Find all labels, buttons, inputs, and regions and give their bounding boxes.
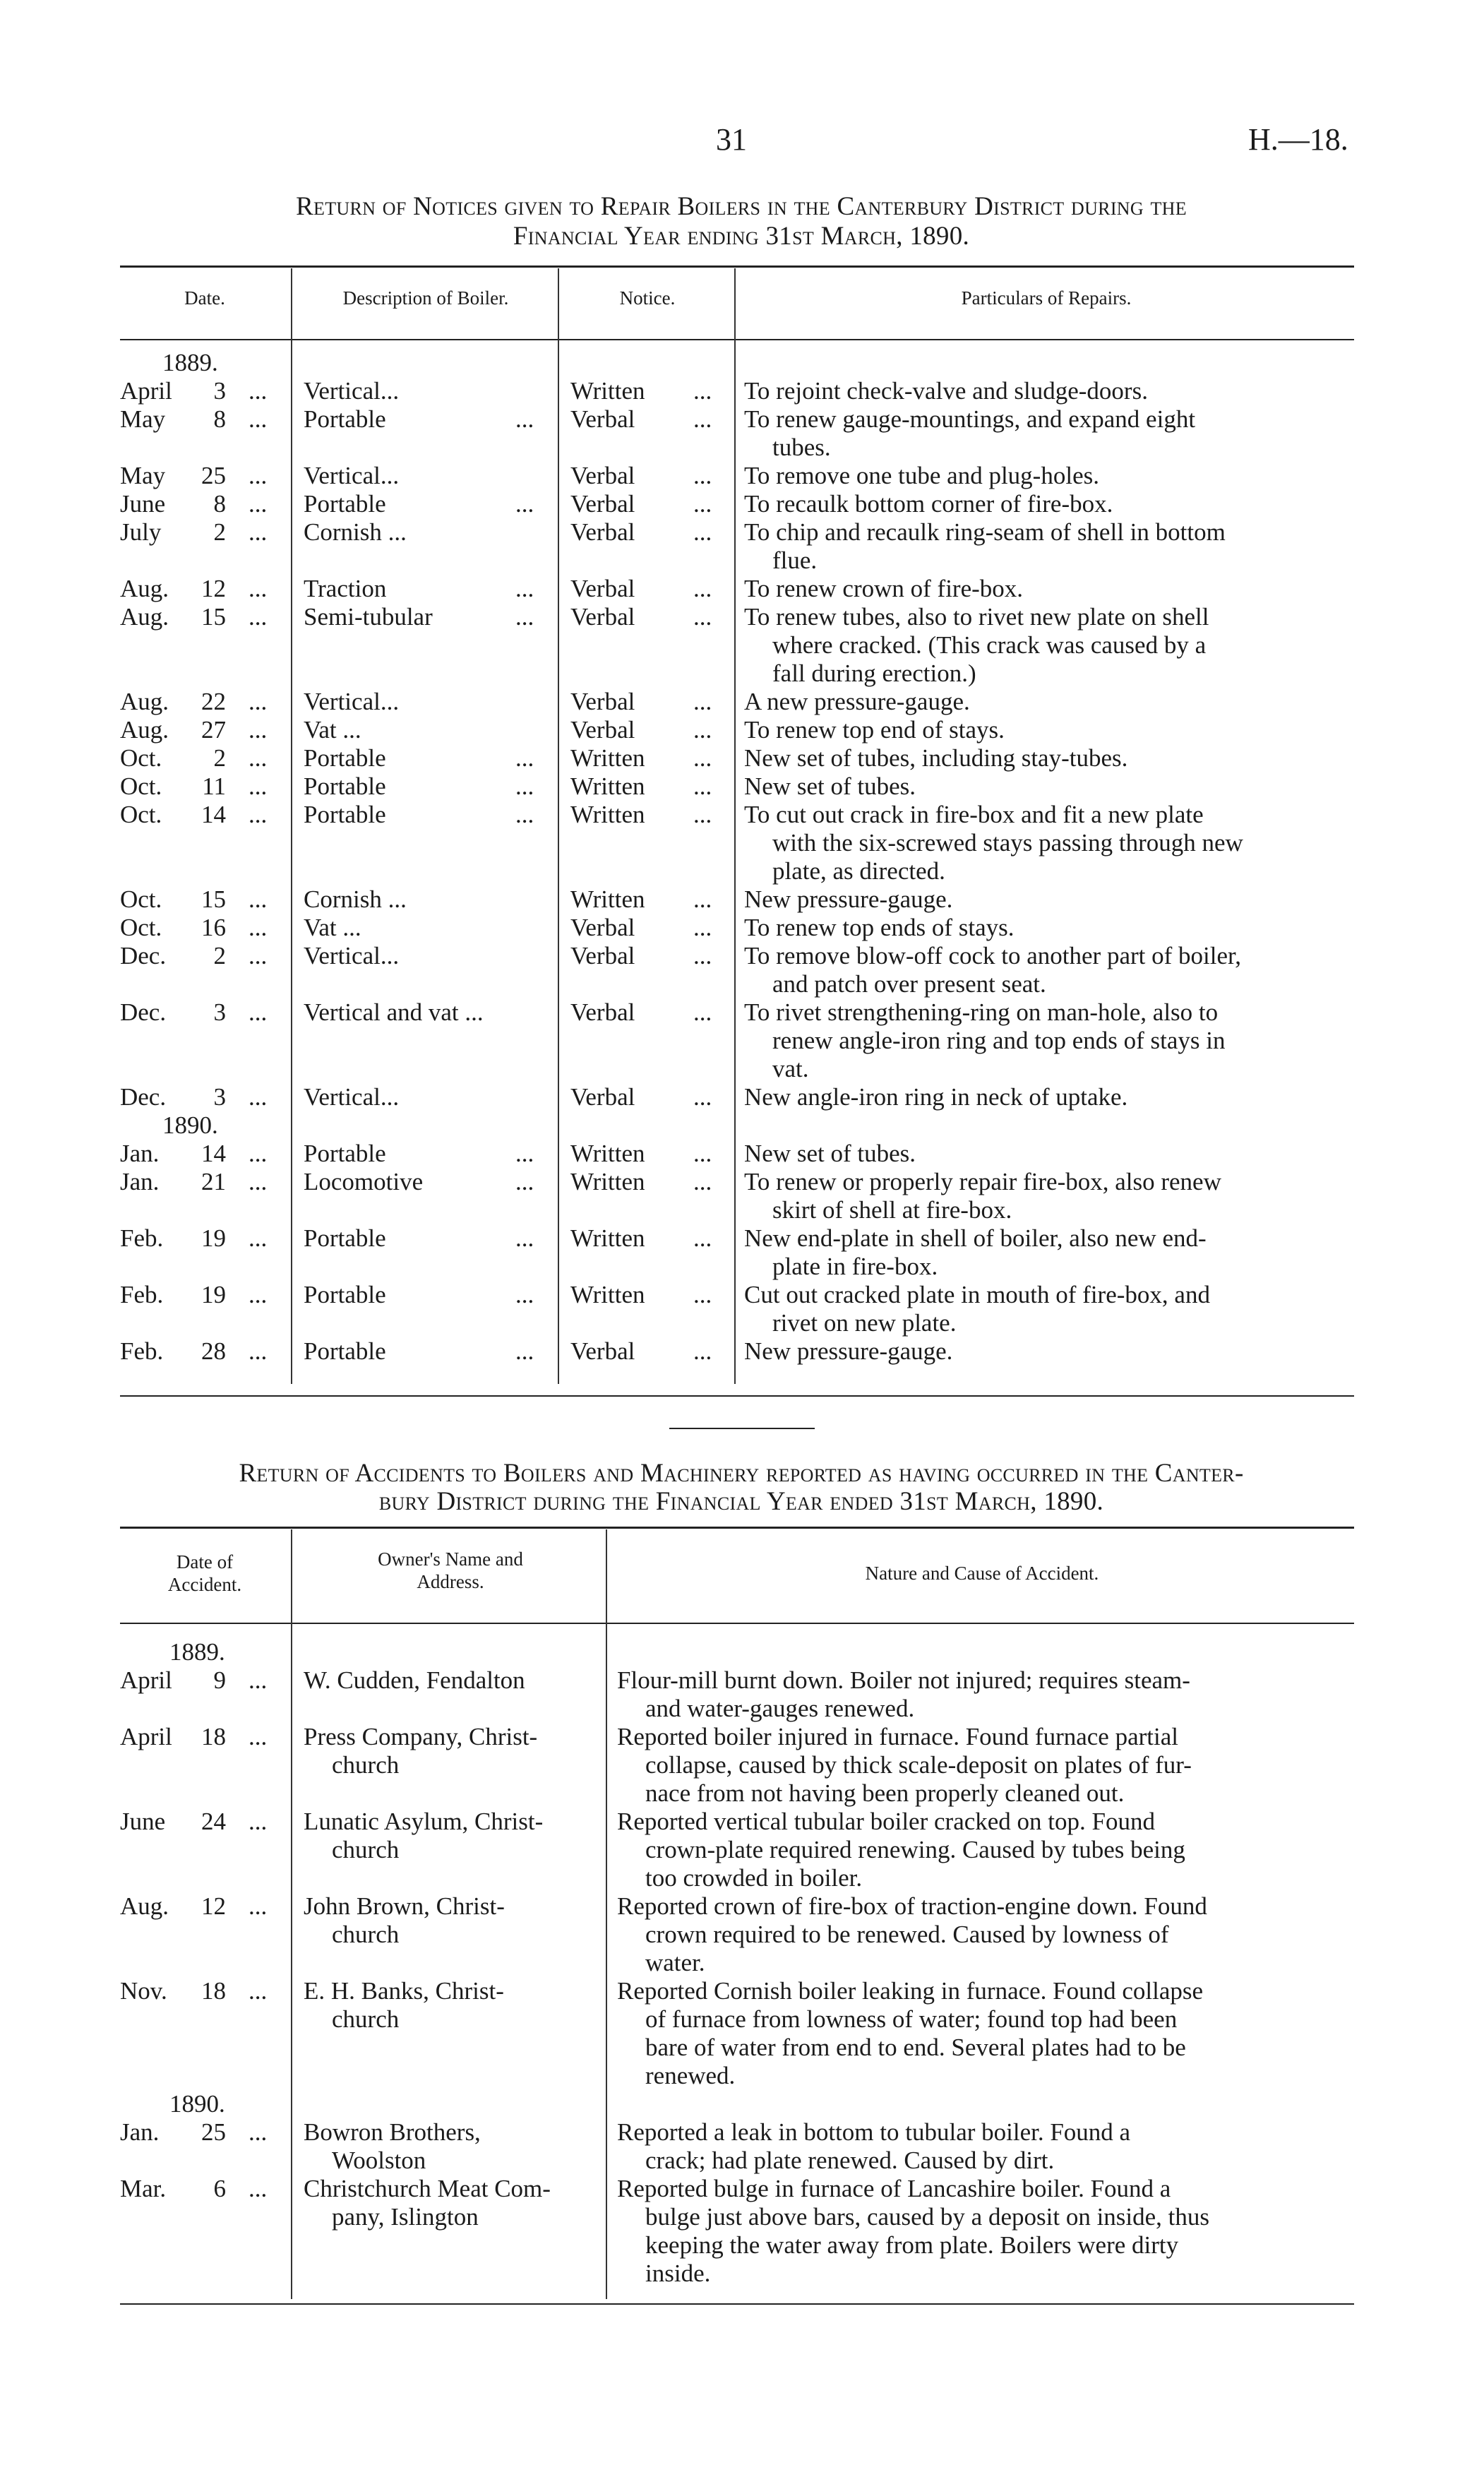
notices-row-description: Vertical... xyxy=(304,688,400,715)
notices-row-day: 15 xyxy=(201,885,226,913)
notices-row-description: Portable xyxy=(304,490,386,518)
notices-row-day: 3 xyxy=(213,1083,226,1111)
notices-row-month: Aug. xyxy=(120,575,169,602)
notices-row-day: 3 xyxy=(213,377,226,405)
notices-leader-dots: ... xyxy=(249,1337,268,1365)
notices-row-notice: Verbal xyxy=(570,716,635,744)
notices-row-particulars-line: with the six-screwed stays passing through new xyxy=(772,829,1243,856)
notices-row-particulars-line: To remove one tube and plug-holes. xyxy=(744,462,1099,489)
notices-leader-dots: ... xyxy=(249,772,268,800)
accidents-row-nature-line: renewed. xyxy=(645,2062,736,2089)
notices-leader-dots: ... xyxy=(249,518,268,546)
accidents-row-owner-line: church xyxy=(332,1751,400,1779)
accidents-header-date-1: Date of xyxy=(176,1551,234,1572)
notices-leader-dots: ... xyxy=(515,405,534,433)
notices-row-particulars-line: To remove blow-off cock to another part of boiler, xyxy=(744,942,1242,969)
notices-row-description: Semi-tubular xyxy=(304,603,433,631)
notices-leader-dots: ... xyxy=(693,462,712,489)
notices-leader-dots: ... xyxy=(693,744,712,772)
notices-row-month: Oct. xyxy=(120,801,162,828)
notices-row-description: Vertical... xyxy=(304,1083,400,1111)
accidents-leader-dots: ... xyxy=(249,2118,268,2146)
accidents-row-nature-line: bulge just above bars, caused by a deposit on inside, thus xyxy=(645,2203,1210,2231)
notices-leader-dots: ... xyxy=(249,1083,268,1111)
notices-leader-dots: ... xyxy=(693,1140,712,1167)
accidents-row-nature-line: water. xyxy=(645,1949,705,1976)
notices-row-particulars-line: New set of tubes. xyxy=(744,1140,916,1167)
accidents-row-day: 6 xyxy=(213,2175,226,2202)
notices-row-particulars-line: Cut out cracked plate in mouth of fire-box, and xyxy=(744,1281,1210,1308)
notices-row-notice: Written xyxy=(570,885,645,913)
accidents-header-nature: Nature and Cause of Accident. xyxy=(865,1563,1099,1584)
accidents-row-day: 18 xyxy=(201,1723,226,1750)
notices-row-notice: Verbal xyxy=(570,518,635,546)
notices-row-month: Oct. xyxy=(120,885,162,913)
notices-row-particulars-line: A new pressure-gauge. xyxy=(744,688,970,715)
notices-leader-dots: ... xyxy=(515,772,534,800)
notices-year-label: 1889. xyxy=(162,349,218,376)
notices-leader-dots: ... xyxy=(249,998,268,1026)
section-separator xyxy=(669,1428,815,1429)
notices-row-day: 3 xyxy=(213,998,226,1026)
notices-leader-dots: ... xyxy=(249,575,268,602)
accidents-bottom-rule xyxy=(120,2303,1354,2305)
notices-leader-dots: ... xyxy=(249,1140,268,1167)
accidents-row-nature-line: bare of water from end to end. Several plates had to be xyxy=(645,2034,1186,2061)
notices-row-notice: Verbal xyxy=(570,914,635,941)
notices-header-description: Description of Boiler. xyxy=(342,287,509,309)
accidents-row-owner-line: Christchurch Meat Com- xyxy=(304,2175,551,2202)
notices-leader-dots: ... xyxy=(249,1168,268,1195)
accidents-row-owner-line: Press Company, Christ- xyxy=(304,1723,538,1750)
notices-row-notice: Verbal xyxy=(570,405,635,433)
notices-row-particulars-line: To renew or properly repair fire-box, also renew xyxy=(744,1168,1221,1195)
notices-leader-dots: ... xyxy=(515,575,534,602)
accidents-row-nature-line: too crowded in boiler. xyxy=(645,1864,863,1892)
notices-leader-dots: ... xyxy=(249,885,268,913)
notices-row-notice: Verbal xyxy=(570,603,635,631)
accidents-row-nature-line: crack; had plate renewed. Caused by dirt. xyxy=(645,2147,1055,2174)
notices-row-description: Portable xyxy=(304,1337,386,1365)
accidents-header-owner-2: Address. xyxy=(417,1571,484,1592)
notices-row-day: 14 xyxy=(201,1140,226,1167)
accidents-row-owner-line: church xyxy=(332,1836,400,1863)
notices-row-notice: Verbal xyxy=(570,1083,635,1111)
notices-leader-dots: ... xyxy=(249,1224,268,1252)
document-reference: H.—18. xyxy=(1248,122,1348,157)
accidents-col-divider-2 xyxy=(606,1529,607,2299)
notices-row-particulars-line: To recaulk bottom corner of fire-box. xyxy=(744,490,1113,518)
accidents-row-nature-line: inside. xyxy=(645,2260,711,2287)
accidents-row-month: Nov. xyxy=(120,1977,167,2005)
accidents-row-month: April xyxy=(120,1666,172,1694)
notices-row-month: Aug. xyxy=(120,716,169,744)
notices-row-month: Jan. xyxy=(120,1168,160,1195)
accidents-row-nature-line: Reported Cornish boiler leaking in furnace. Found collapse xyxy=(617,1977,1204,2005)
notices-leader-dots: ... xyxy=(249,801,268,828)
notices-row-day: 8 xyxy=(213,490,226,518)
notices-title-line1: Return of Notices given to Repair Boilers in the Canterbury District during the xyxy=(296,192,1187,221)
notices-leader-dots: ... xyxy=(693,801,712,828)
notices-row-month: Oct. xyxy=(120,914,162,941)
accidents-row-month: Mar. xyxy=(120,2175,167,2202)
accidents-leader-dots: ... xyxy=(249,1666,268,1694)
notices-row-particulars-line: To rejoint check-valve and sludge-doors. xyxy=(744,377,1148,405)
accidents-row-nature-line: crown-plate required renewing. Caused by tubes being xyxy=(645,1836,1185,1863)
notices-row-particulars-line: where cracked. (This crack was caused by a xyxy=(772,631,1207,659)
notices-row-month: April xyxy=(120,377,172,405)
accidents-row-owner-line: church xyxy=(332,1921,400,1948)
notices-row-day: 16 xyxy=(201,914,226,941)
notices-row-day: 28 xyxy=(201,1337,226,1365)
notices-row-description: Portable xyxy=(304,1140,386,1167)
notices-leader-dots: ... xyxy=(693,1224,712,1252)
notices-row-particulars-line: plate, as directed. xyxy=(772,857,945,885)
notices-row-particulars-line: fall during erection.) xyxy=(772,659,976,687)
accidents-row-month: April xyxy=(120,1723,172,1750)
notices-row-day: 8 xyxy=(213,405,226,433)
notices-row-particulars-line: skirt of shell at fire-box. xyxy=(772,1196,1012,1224)
notices-row-particulars-line: vat. xyxy=(772,1055,809,1082)
notices-row-notice: Verbal xyxy=(570,1337,635,1365)
accidents-row-nature-line: Reported vertical tubular boiler cracked on top. Found xyxy=(617,1808,1155,1835)
notices-row-particulars-line: plate in fire-box. xyxy=(772,1253,938,1280)
notices-row-particulars-line: flue. xyxy=(772,547,818,574)
notices-row-day: 25 xyxy=(201,462,226,489)
notices-leader-dots: ... xyxy=(249,914,268,941)
notices-row-description: Vat ... xyxy=(304,914,361,941)
accidents-row-owner-line: E. H. Banks, Christ- xyxy=(304,1977,504,2005)
accidents-col-divider-1 xyxy=(291,1529,292,2299)
accidents-row-month: Aug. xyxy=(120,1892,169,1920)
accidents-row-nature-line: Reported bulge in furnace of Lancashire boiler. Found a xyxy=(617,2175,1171,2202)
notices-row-day: 11 xyxy=(202,772,226,800)
notices-row-description: Portable xyxy=(304,405,386,433)
accidents-leader-dots: ... xyxy=(249,1977,268,2005)
accidents-row-nature-line: Reported a leak in bottom to tubular boiler. Found a xyxy=(617,2118,1131,2146)
notices-row-notice: Written xyxy=(570,377,645,405)
notices-leader-dots: ... xyxy=(693,575,712,602)
accidents-leader-dots: ... xyxy=(249,1808,268,1835)
notices-leader-dots: ... xyxy=(249,744,268,772)
notices-leader-dots: ... xyxy=(515,603,534,631)
notices-row-particulars-line: renew angle-iron ring and top ends of stays in xyxy=(772,1027,1226,1054)
accidents-row-month: Jan. xyxy=(120,2118,160,2146)
notices-leader-dots: ... xyxy=(515,1168,534,1195)
notices-row-month: Dec. xyxy=(120,998,167,1026)
accidents-row-nature-line: Reported crown of fire-box of traction-engine down. Found xyxy=(617,1892,1207,1920)
notices-row-particulars-line: New set of tubes, including stay-tubes. xyxy=(744,744,1128,772)
notices-row-description: Vertical... xyxy=(304,377,400,405)
accidents-row-owner-line: W. Cudden, Fendalton xyxy=(304,1666,525,1694)
accidents-row-owner-line: church xyxy=(332,2005,400,2033)
notices-leader-dots: ... xyxy=(693,518,712,546)
notices-leader-dots: ... xyxy=(515,1140,534,1167)
notices-row-particulars-line: rivet on new plate. xyxy=(772,1309,957,1337)
accidents-title-line1: Return of Accidents to Boilers and Machinery reported as having occurred in the Canter- xyxy=(239,1459,1244,1488)
notices-leader-dots: ... xyxy=(693,716,712,744)
accidents-row-day: 18 xyxy=(201,1977,226,2005)
notices-top-rule xyxy=(120,265,1354,268)
notices-row-description: Portable xyxy=(304,1281,386,1308)
notices-leader-dots: ... xyxy=(515,490,534,518)
accidents-leader-dots: ... xyxy=(249,2175,268,2202)
notices-leader-dots: ... xyxy=(249,377,268,405)
notices-row-notice: Written xyxy=(570,1224,645,1252)
accidents-row-day: 9 xyxy=(213,1666,226,1694)
notices-leader-dots: ... xyxy=(693,688,712,715)
accidents-year-label: 1890. xyxy=(169,2090,225,2118)
accidents-title-line2: bury District during the Financial Year ended 31st March, 1890. xyxy=(378,1487,1104,1516)
notices-row-particulars-line: tubes. xyxy=(772,434,831,461)
notices-title-line2: Financial Year ending 31st March, 1890. xyxy=(513,222,970,251)
notices-row-notice: Verbal xyxy=(570,688,635,715)
notices-row-day: 2 xyxy=(213,942,226,969)
notices-leader-dots: ... xyxy=(693,942,712,969)
notices-leader-dots: ... xyxy=(693,1168,712,1195)
notices-row-particulars-line: New set of tubes. xyxy=(744,772,916,800)
notices-row-day: 19 xyxy=(201,1224,226,1252)
notices-row-month: Dec. xyxy=(120,942,167,969)
notices-leader-dots: ... xyxy=(249,942,268,969)
notices-header-date: Date. xyxy=(184,287,225,309)
accidents-row-nature-line: Flour-mill burnt down. Boiler not injured; requires steam- xyxy=(617,1666,1190,1694)
notices-row-month: July xyxy=(120,518,162,546)
notices-row-day: 2 xyxy=(213,518,226,546)
notices-row-description: Portable xyxy=(304,772,386,800)
notices-col-divider-2 xyxy=(558,268,559,1384)
notices-leader-dots: ... xyxy=(693,405,712,433)
accidents-header-rule xyxy=(120,1623,1354,1624)
accidents-row-day: 25 xyxy=(201,2118,226,2146)
notices-row-description: Cornish ... xyxy=(304,885,407,913)
notices-leader-dots: ... xyxy=(515,1224,534,1252)
notices-row-notice: Written xyxy=(570,744,645,772)
notices-row-day: 14 xyxy=(201,801,226,828)
notices-row-month: Dec. xyxy=(120,1083,167,1111)
notices-row-notice: Verbal xyxy=(570,462,635,489)
accidents-row-nature-line: of furnace from lowness of water; found top had been xyxy=(645,2005,1178,2033)
notices-col-divider-3 xyxy=(734,268,736,1384)
accidents-row-day: 12 xyxy=(201,1892,226,1920)
notices-row-particulars-line: To renew top end of stays. xyxy=(744,716,1005,744)
accidents-row-nature-line: nace from not having been properly cleaned out. xyxy=(645,1779,1125,1807)
accidents-leader-dots: ... xyxy=(249,1892,268,1920)
notices-row-description: Vertical... xyxy=(304,462,400,489)
notices-row-description: Cornish ... xyxy=(304,518,407,546)
notices-leader-dots: ... xyxy=(249,603,268,631)
accidents-row-nature-line: and water-gauges renewed. xyxy=(645,1695,915,1722)
accidents-row-month: June xyxy=(120,1808,166,1835)
notices-row-description: Locomotive xyxy=(304,1168,424,1195)
notices-row-month: Oct. xyxy=(120,744,162,772)
notices-leader-dots: ... xyxy=(515,1281,534,1308)
accidents-row-nature-line: crown required to be renewed. Caused by lowness of xyxy=(645,1921,1169,1948)
notices-leader-dots: ... xyxy=(249,462,268,489)
notices-leader-dots: ... xyxy=(515,1337,534,1365)
accidents-leader-dots: ... xyxy=(249,1723,268,1750)
notices-row-particulars-line: To renew tubes, also to rivet new plate on shell xyxy=(744,603,1209,631)
accidents-row-day: 24 xyxy=(201,1808,226,1835)
notices-row-particulars-line: To chip and recaulk ring-seam of shell in bottom xyxy=(744,518,1226,546)
notices-row-description: Vertical... xyxy=(304,942,400,969)
notices-row-month: June xyxy=(120,490,166,518)
notices-leader-dots: ... xyxy=(693,603,712,631)
notices-row-day: 12 xyxy=(201,575,226,602)
notices-row-description: Portable xyxy=(304,801,386,828)
notices-row-description: Vertical and vat ... xyxy=(304,998,484,1026)
notices-row-description: Traction xyxy=(304,575,387,602)
notices-row-particulars-line: To renew gauge-mountings, and expand eight xyxy=(744,405,1196,433)
notices-row-day: 21 xyxy=(201,1168,226,1195)
notices-row-description: Portable xyxy=(304,1224,386,1252)
accidents-row-owner-line: pany, Islington xyxy=(332,2203,479,2231)
accidents-header-owner-1: Owner's Name and xyxy=(378,1548,523,1570)
notices-row-notice: Written xyxy=(570,1281,645,1308)
notices-row-notice: Verbal xyxy=(570,575,635,602)
accidents-top-rule xyxy=(120,1527,1354,1529)
notices-leader-dots: ... xyxy=(693,914,712,941)
notices-row-day: 15 xyxy=(201,603,226,631)
notices-header-particulars: Particulars of Repairs. xyxy=(961,287,1132,309)
notices-header-rule xyxy=(120,339,1354,340)
notices-row-particulars-line: To rivet strengthening-ring on man-hole, also to xyxy=(744,998,1219,1026)
notices-row-notice: Verbal xyxy=(570,490,635,518)
notices-row-month: Feb. xyxy=(120,1281,164,1308)
notices-leader-dots: ... xyxy=(249,405,268,433)
notices-row-particulars-line: To cut out crack in fire-box and fit a new plate xyxy=(744,801,1204,828)
notices-leader-dots: ... xyxy=(693,885,712,913)
notices-row-particulars-line: New pressure-gauge. xyxy=(744,885,953,913)
notices-leader-dots: ... xyxy=(693,1083,712,1111)
notices-leader-dots: ... xyxy=(693,998,712,1026)
notices-leader-dots: ... xyxy=(693,772,712,800)
notices-row-particulars-line: New angle-iron ring in neck of uptake. xyxy=(744,1083,1128,1111)
notices-row-notice: Written xyxy=(570,1168,645,1195)
notices-bottom-rule xyxy=(120,1395,1354,1397)
notices-leader-dots: ... xyxy=(249,1281,268,1308)
notices-leader-dots: ... xyxy=(249,716,268,744)
accidents-header-date-2: Accident. xyxy=(167,1574,242,1595)
notices-row-notice: Verbal xyxy=(570,942,635,969)
notices-row-description: Vat ... xyxy=(304,716,361,744)
notices-leader-dots: ... xyxy=(693,377,712,405)
notices-leader-dots: ... xyxy=(249,688,268,715)
notices-row-month: Feb. xyxy=(120,1337,164,1365)
notices-row-day: 2 xyxy=(213,744,226,772)
notices-leader-dots: ... xyxy=(693,1281,712,1308)
notices-row-month: Oct. xyxy=(120,772,162,800)
accidents-row-nature-line: collapse, caused by thick scale-deposit on plates of fur- xyxy=(645,1751,1192,1779)
notices-row-day: 22 xyxy=(201,688,226,715)
notices-leader-dots: ... xyxy=(515,801,534,828)
notices-year-label: 1890. xyxy=(162,1111,218,1139)
accidents-row-owner-line: Bowron Brothers, xyxy=(304,2118,481,2146)
accidents-row-owner-line: Woolston xyxy=(332,2147,426,2174)
notices-leader-dots: ... xyxy=(249,490,268,518)
notices-row-particulars-line: New end-plate in shell of boiler, also new end- xyxy=(744,1224,1207,1252)
accidents-row-owner-line: John Brown, Christ- xyxy=(304,1892,505,1920)
notices-leader-dots: ... xyxy=(693,490,712,518)
notices-row-month: Aug. xyxy=(120,688,169,715)
notices-row-month: Jan. xyxy=(120,1140,160,1167)
notices-row-notice: Written xyxy=(570,801,645,828)
notices-row-month: May xyxy=(120,462,166,489)
notices-row-notice: Verbal xyxy=(570,998,635,1026)
notices-row-month: Aug. xyxy=(120,603,169,631)
notices-row-month: May xyxy=(120,405,166,433)
notices-row-particulars-line: and patch over present seat. xyxy=(772,970,1046,998)
page-number: 31 xyxy=(716,122,747,157)
notices-header-notice: Notice. xyxy=(619,287,676,309)
accidents-row-nature-line: Reported boiler injured in furnace. Found furnace partial xyxy=(617,1723,1178,1750)
notices-leader-dots: ... xyxy=(693,1337,712,1365)
accidents-row-nature-line: keeping the water away from plate. Boilers were dirty xyxy=(645,2231,1179,2259)
notices-row-month: Feb. xyxy=(120,1224,164,1252)
notices-row-particulars-line: To renew crown of fire-box. xyxy=(744,575,1024,602)
accidents-year-label: 1889. xyxy=(169,1638,225,1666)
notices-row-notice: Written xyxy=(570,1140,645,1167)
notices-row-particulars-line: New pressure-gauge. xyxy=(744,1337,953,1365)
notices-row-description: Portable xyxy=(304,744,386,772)
notices-row-day: 27 xyxy=(201,716,226,744)
notices-row-day: 19 xyxy=(201,1281,226,1308)
accidents-row-owner-line: Lunatic Asylum, Christ- xyxy=(304,1808,544,1835)
notices-row-particulars-line: To renew top ends of stays. xyxy=(744,914,1015,941)
notices-row-notice: Written xyxy=(570,772,645,800)
notices-leader-dots: ... xyxy=(515,744,534,772)
notices-col-divider-1 xyxy=(291,268,292,1384)
